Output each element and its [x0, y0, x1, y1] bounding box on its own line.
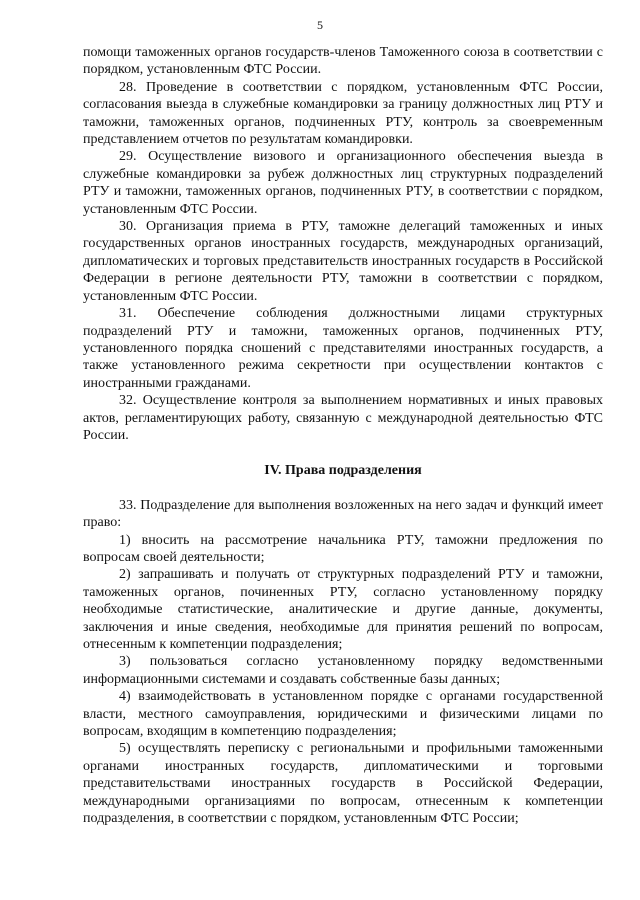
right-item-3: 3) пользоваться согласно установленному порядку ведомственными информационными системами и создавать собственные базы данных;	[83, 654, 603, 687]
right-item-2: 2) запрашивать и получать от структурных подразделений РТУ и таможни, таможенных органов, починенных РТУ, согласно установленному порядку необходимые статистические, аналитические и другие данные, документы, заключения и иные сведения, необходимые для принятия решений по вопросам, отнесенным к компетенции подразделения;	[83, 567, 603, 652]
section-heading: IV. Права подразделения	[264, 463, 422, 479]
right-item-5: 5) осуществлять переписку с региональными и профильными таможенными органами иностранных государств, дипломатическими и торговыми представительствами иностранных государств в Российской Федерации, международными организациями по вопросам, отнесенным к компетенции подразделения, в соответствии с порядком, установленным ФТС России;	[83, 741, 603, 827]
page-number: 5	[317, 18, 323, 32]
paragraph-28: 28. Проведение в соответствии с порядком, установленным ФТС России, согласования выезда в служебные командировки за границу должностных лиц РТУ и таможни, таможенных органов, подчиненных РТУ, контроль за своевременным представлением отчетов по результатам командировки.	[83, 79, 603, 148]
right-item-4: 4) взаимодействовать в установленном порядке с органами государственной власти, местного самоуправления, юридическими и физическими лицами по вопросам, входящим в компетенцию подразделения;	[83, 689, 603, 740]
document-body	[83, 44, 603, 827]
paragraph-30: 30. Организация приема в РТУ, таможне делегаций таможенных и иных государственных органов иностранных государств, международных организаций, дипломатических и торговых представительств иностранных государств в Российской Федерации в регионе деятельности РТУ, таможни в соответствии с порядком, установленным ФТС России.	[83, 219, 603, 304]
paragraph-31: 31. Обеспечение соблюдения должностными лицами структурных подразделений РТУ и таможни, таможенных органов, подчиненных РТУ, установленного порядка сношений с представителями иностранных государств, а также установленного режима секретности при осуществлении контактов с иностранными гражданами.	[83, 306, 603, 391]
paragraph-32: 32. Осуществление контроля за выполнением нормативных и иных правовых актов, регламентирующих работу, связанную с международной деятельностью ФТС России.	[83, 393, 603, 443]
paragraph-continuation: помощи таможенных органов государств-членов Таможенного союза в соответствии с порядком, установленным ФТС России.	[83, 45, 603, 78]
right-item-1: 1) вносить на рассмотрение начальника РТУ, таможни предложения по вопросам своей деятельности;	[83, 532, 603, 565]
paragraph-33: 33. Подразделение для выполнения возложенных на него задач и функций имеет право:	[83, 497, 603, 531]
paragraph-29: 29. Осуществление визового и организационного обеспечения выезда в служебные командировки за рубеж должностных лиц структурных подразделений РТУ и таможни, таможенных органов, подчиненных РТУ, в соответствии с порядком, установленным ФТС России.	[83, 149, 603, 217]
